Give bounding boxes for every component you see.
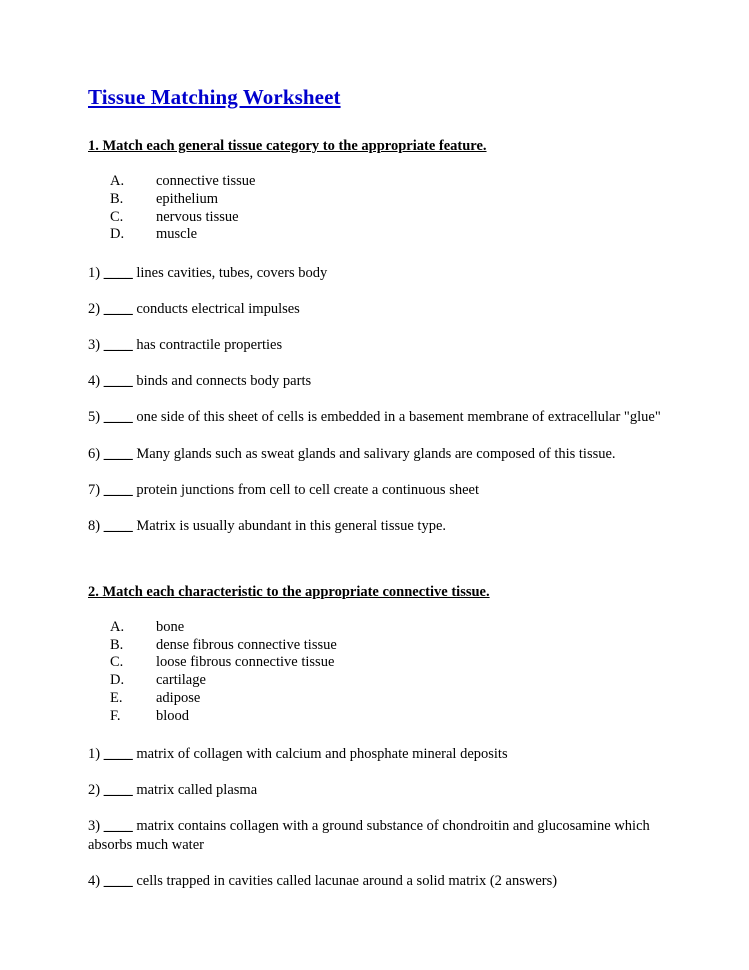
question-item — [88, 372, 668, 390]
question-item — [88, 817, 668, 853]
question-item — [88, 872, 668, 890]
question-item — [88, 517, 668, 535]
document-content — [88, 86, 668, 908]
question-number: 2) — [88, 301, 101, 318]
list-item — [88, 226, 668, 244]
option-letter: A. — [110, 619, 125, 636]
question-text: cells trapped in cavities called lacunae around a solid matrix (2 answers) — [136, 872, 558, 889]
list-item — [88, 191, 668, 209]
option-letter: C. — [110, 654, 124, 671]
list-item — [88, 708, 668, 726]
section-2-heading: 2. Match each characteristic to the appropriate connective tissue. — [88, 583, 490, 600]
question-text: lines cavities, tubes, covers body — [136, 264, 328, 281]
answer-blank[interactable]: ____ — [103, 517, 133, 534]
list-item — [88, 637, 668, 655]
answer-blank[interactable]: ____ — [103, 872, 133, 889]
page-title: Tissue Matching Worksheet — [88, 85, 341, 109]
answer-blank[interactable]: ____ — [103, 301, 133, 318]
answer-blank[interactable]: ____ — [103, 373, 133, 390]
option-label: nervous tissue — [156, 208, 239, 225]
option-label: connective tissue — [156, 173, 256, 190]
question-number: 6) — [88, 445, 101, 462]
option-letter: D. — [110, 672, 125, 689]
option-label: bone — [156, 619, 185, 636]
option-letter: C. — [110, 208, 124, 225]
question-number: 5) — [88, 409, 101, 426]
list-item — [88, 690, 668, 708]
section-1-heading: 1. Match each general tissue category to the appropriate feature. — [88, 138, 487, 155]
option-label: dense fibrous connective tissue — [156, 636, 337, 653]
question-item — [88, 264, 668, 282]
question-text: conducts electrical impulses — [136, 301, 300, 318]
question-text: one side of this sheet of cells is embedded in a basement membrane of extracellular "glue" — [136, 409, 661, 426]
question-item — [88, 336, 668, 354]
question-text: has contractile properties — [136, 337, 283, 354]
question-number: 2) — [88, 782, 101, 799]
option-label: epithelium — [156, 190, 219, 207]
question-item — [88, 445, 668, 463]
option-label: adipose — [156, 689, 201, 706]
list-item — [88, 654, 668, 672]
question-item — [88, 745, 668, 763]
question-text: Many glands such as sweat glands and salivary glands are composed of this tissue. — [136, 445, 616, 462]
question-number: 3) — [88, 818, 101, 835]
option-label: blood — [156, 707, 190, 724]
option-letter: A. — [110, 173, 125, 190]
section-1-option-list — [88, 173, 668, 244]
spacer — [88, 553, 668, 583]
question-number: 1) — [88, 264, 101, 281]
question-number: 4) — [88, 373, 101, 390]
answer-blank[interactable]: ____ — [103, 264, 133, 281]
option-letter: B. — [110, 190, 124, 207]
question-text: matrix called plasma — [136, 782, 258, 799]
section-2-option-list — [88, 619, 668, 725]
option-letter: F. — [110, 707, 121, 724]
answer-blank[interactable]: ____ — [103, 818, 133, 835]
question-number: 1) — [88, 746, 101, 763]
question-number: 3) — [88, 337, 101, 354]
answer-blank[interactable]: ____ — [103, 746, 133, 763]
question-text: binds and connects body parts — [136, 373, 312, 390]
question-text: Matrix is usually abundant in this general tissue type. — [136, 517, 447, 534]
question-text: protein junctions from cell to cell create a continuous sheet — [136, 481, 479, 498]
option-letter: D. — [110, 226, 125, 243]
option-label: muscle — [156, 226, 198, 243]
section-2-heading-wrap — [88, 583, 668, 601]
answer-blank[interactable]: ____ — [103, 409, 133, 426]
section-1-heading-wrap — [88, 137, 668, 155]
question-number: 8) — [88, 517, 101, 534]
option-label: loose fibrous connective tissue — [156, 654, 335, 671]
question-number: 7) — [88, 481, 101, 498]
question-text: matrix contains collagen with a ground substance of chondroitin and glucosamine which absorbs much water — [88, 818, 650, 853]
list-item — [88, 619, 668, 637]
list-item — [88, 209, 668, 227]
question-item — [88, 781, 668, 799]
answer-blank[interactable]: ____ — [103, 481, 133, 498]
list-item — [88, 672, 668, 690]
answer-blank[interactable]: ____ — [103, 445, 133, 462]
option-letter: B. — [110, 636, 124, 653]
question-item — [88, 408, 668, 426]
answer-blank[interactable]: ____ — [103, 337, 133, 354]
question-item — [88, 300, 668, 318]
answer-blank[interactable]: ____ — [103, 782, 133, 799]
option-label: cartilage — [156, 672, 206, 689]
question-number: 4) — [88, 872, 101, 889]
question-item — [88, 481, 668, 499]
option-letter: E. — [110, 689, 123, 706]
question-text: matrix of collagen with calcium and phosphate mineral deposits — [136, 746, 508, 763]
list-item — [88, 173, 668, 191]
